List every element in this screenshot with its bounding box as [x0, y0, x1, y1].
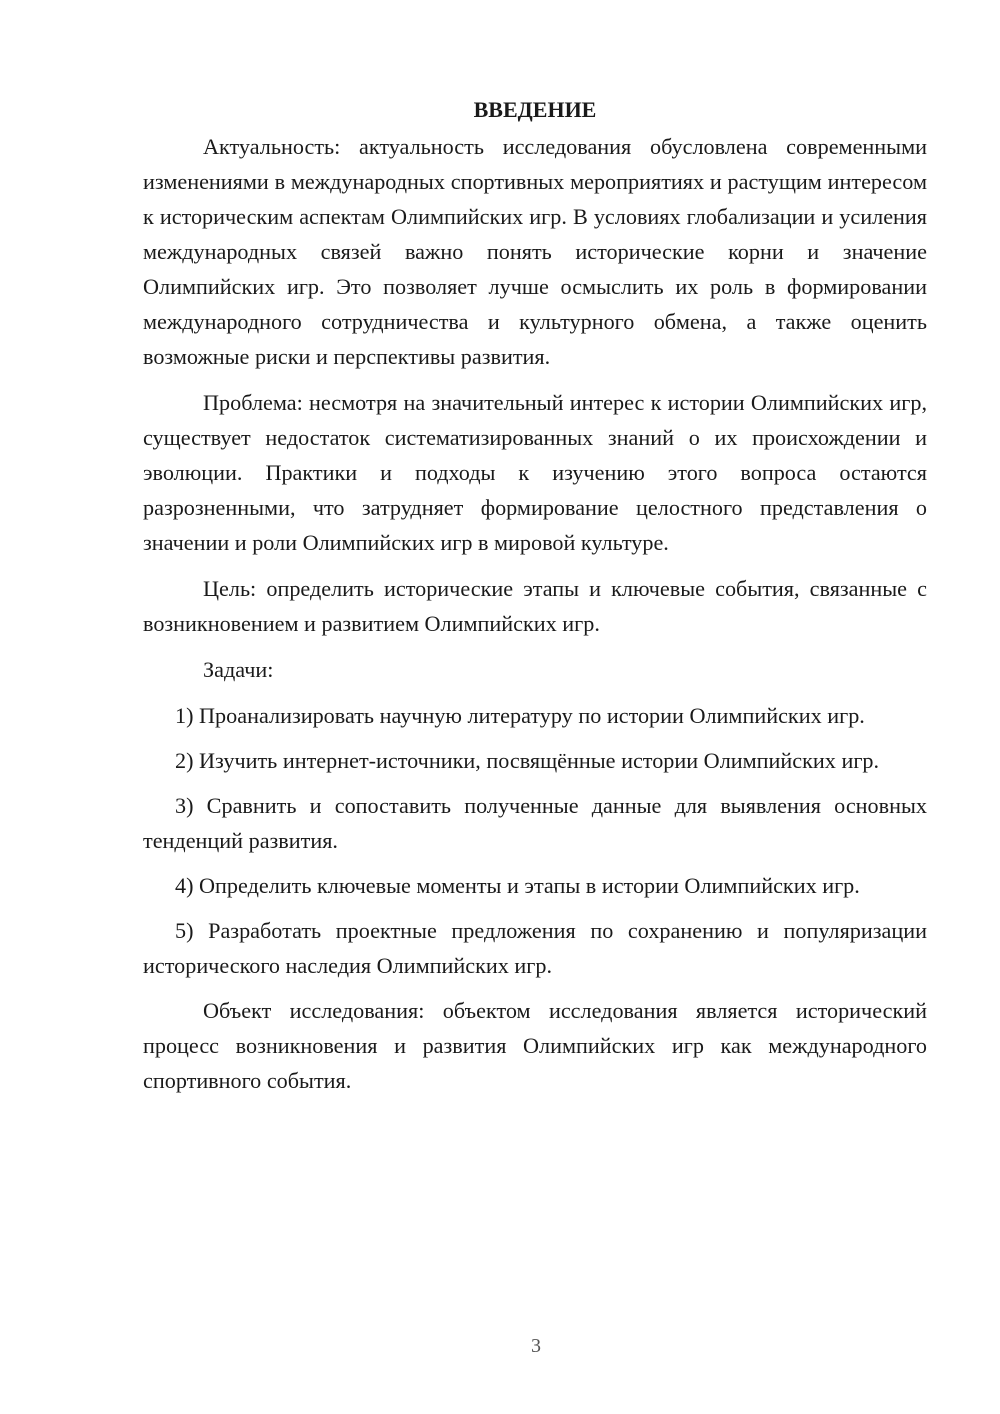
tasks-heading: Задачи:	[203, 657, 274, 682]
object-paragraph: Объект исследования: объектом исследования является исторический процесс возникновения и развития Олимпийских игр как международного спортивного события.	[143, 998, 927, 1093]
relevance-paragraph: Актуальность: актуальность исследования обусловлена современными изменениями в международных спортивных мероприятиях и растущим интересом к историческим аспектам Олимпийских игр. В условиях глобализации и усиления международных связей важно понять исторические корни и значение Олимпийских игр. Это позволяет лучше осмыслить их роль в формировании международного сотрудничества и культурного обмена, а также оценить возможные риски и перспективы развития.	[143, 134, 927, 369]
task-item-3: 3) Сравнить и сопоставить полученные данные для выявления основных тенденций развития.	[143, 793, 927, 853]
document-page	[143, 92, 927, 1109]
goal-paragraph: Цель: определить исторические этапы и ключевые события, связанные с возникновением и развитием Олимпийских игр.	[143, 576, 927, 636]
task-item-4: 4) Определить ключевые моменты и этапы в истории Олимпийских игр.	[175, 873, 860, 898]
task-item-5: 5) Разработать проектные предложения по сохранению и популяризации исторического наследия Олимпийских игр.	[143, 918, 927, 978]
page-number: 3	[531, 1335, 541, 1357]
task-item-1: 1) Проанализировать научную литературу по истории Олимпийских игр.	[175, 703, 865, 728]
section-title: ВВЕДЕНИЕ	[473, 97, 597, 122]
problem-paragraph: Проблема: несмотря на значительный интерес к истории Олимпийских игр, существует недостаток систематизированных знаний о их происхождении и эволюции. Практики и подходы к изучению этого вопроса остаются разрозненными, что затрудняет формирование целостного представления о значении и роли Олимпийских игр в мировой культуре.	[143, 390, 927, 555]
task-item-2: 2) Изучить интернет-источники, посвящённые истории Олимпийских игр.	[175, 748, 880, 773]
